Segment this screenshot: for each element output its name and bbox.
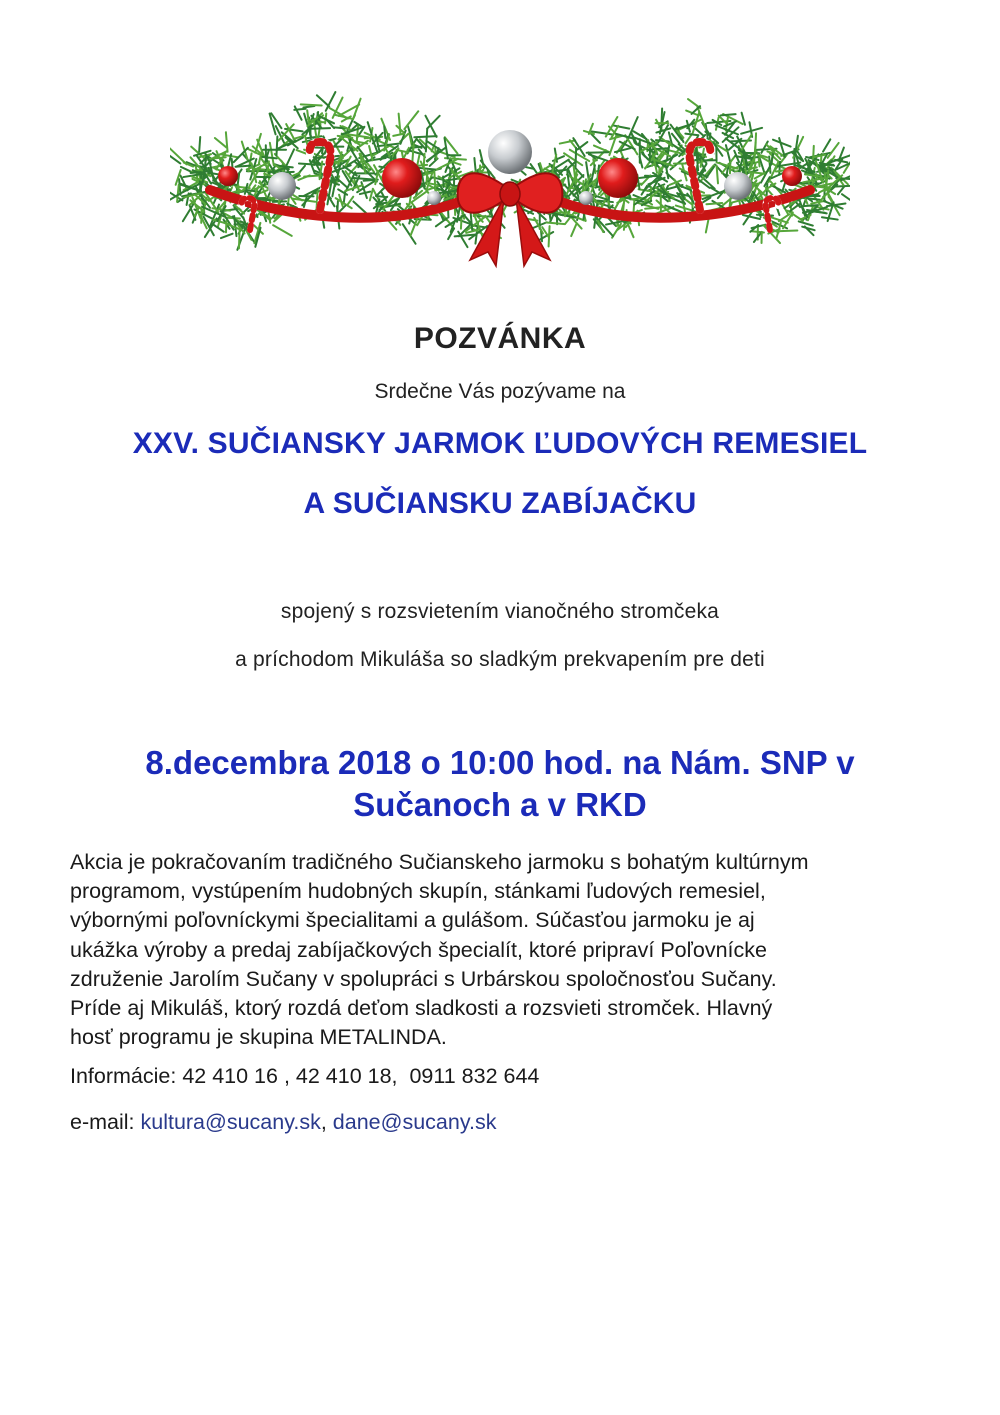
contact-email [70, 1110, 496, 1135]
email-label: e-mail: [70, 1110, 141, 1134]
description-line: Akcia je pokračovaním tradičného Sučianskeho jarmoku s bohatým kultúrnym [70, 850, 809, 874]
event-description [70, 848, 950, 1052]
subtitle-line-1: spojený s rozsvietením vianočného stromčeka [280, 600, 720, 623]
description-line: hosť programu je skupina METALINDA. [70, 1025, 447, 1050]
invite-line: Srdečne Vás pozývame na [374, 380, 626, 403]
event-date-line-2: Sučanoch a v RKD [353, 786, 647, 823]
page-title: POZVÁNKA [413, 322, 587, 355]
description-line: ukážka výroby a predaj zabíjačkových špecialít, ktoré pripraví Poľovnícke [70, 937, 767, 962]
event-title-line-1: XXV. SUČIANSKY JARMOK ĽUDOVÝCH REMESIEL [132, 427, 868, 460]
event-date-line-1: 8.decembra 2018 o 10:00 hod. na Nám. SNP v [145, 744, 855, 781]
contact-phones: Informácie: 42 410 16 , 42 410 18, 0911 832 644 [70, 1064, 540, 1088]
email-separator: , [320, 1110, 333, 1134]
description-line: programom, vystúpením hudobných skupín, stánkami ľudových remesiel, [70, 879, 766, 904]
description-line: združenie Jarolím Sučany v spolupráci s Urbárskou spoločnosťou Sučany. [70, 966, 777, 991]
description-line: Príde aj Mikuláš, ktorý rozdá deťom sladkosti a rozsvieti stromček. Hlavný [70, 996, 773, 1021]
event-title-line-2: A SUČIANSKU ZABÍJAČKU [303, 487, 697, 520]
email-link-kultura[interactable]: kultura@sucany.sk [140, 1110, 321, 1134]
subtitle-line-2: a príchodom Mikuláša so sladkým prekvapením pre deti [235, 648, 765, 671]
description-line: výbornými poľovníckymi špecialitami a gulášom. Súčasťou jarmoku je aj [70, 908, 755, 933]
christmas-garland-icon [170, 80, 850, 280]
email-link-dane[interactable]: dane@sucany.sk [332, 1110, 497, 1134]
